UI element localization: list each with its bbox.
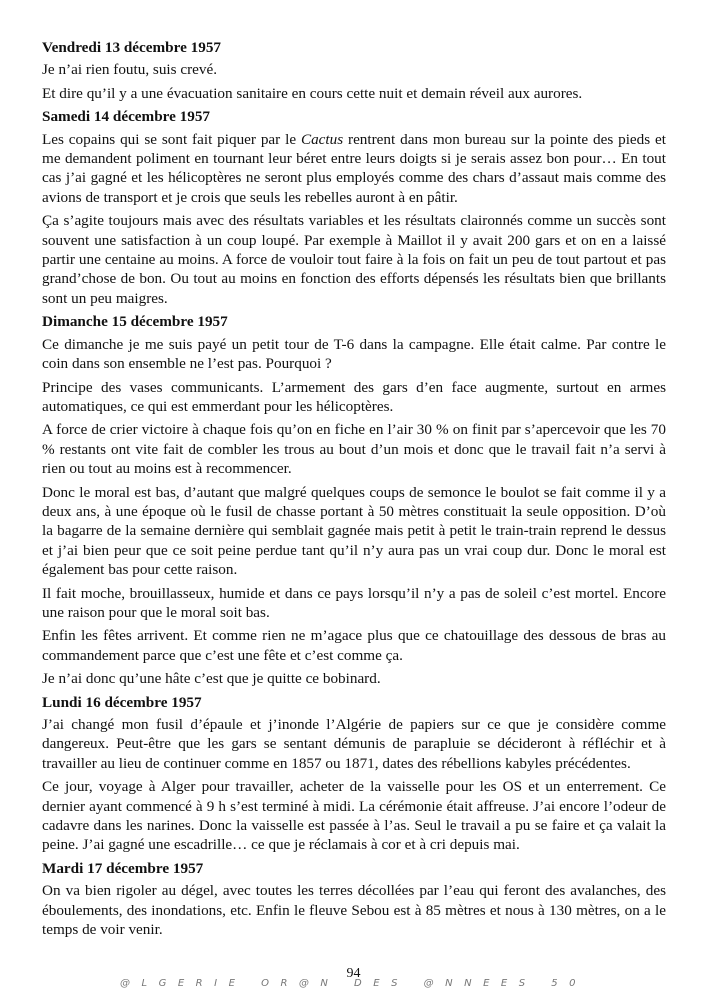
entry-date-heading: Samedi 14 décembre 1957 <box>42 108 211 126</box>
paragraph-text: rentrent dans mon bureau sur la pointe des pieds et me demandent poliment en tournant leur béret entre leurs doigts si je serais assez bon pour… En tout cas j’ai gagné et les hélicoptères ne seront plus employés comme des chars d’assaut mais comme des avions de transport et je crois que seuls les rebelles auront à en pâtir. <box>42 130 666 206</box>
entry-paragraph <box>42 777 666 855</box>
paragraph-text: Ça s’agite toujours mais avec des résultats variables et les résultats claironnés comme un succès sont souvent une satisfaction à un coup loupé. Par exemple à Maillot il y avait 200 gars et on en a laissé partir une centaine au moins. A force de vouloir tout faire à la fois on fait un peu de tout partout et pas grand’chose de bon. Ou tout au moins en fonction des efforts dépensés les résultats bien que brillants sont un peu maigres. <box>42 212 666 307</box>
entry-date-heading: Vendredi 13 décembre 1957 <box>42 39 222 56</box>
paragraph-text: Enfin les fêtes arrivent. Et comme rien ne m’agace plus que ce chatouillage des dessous de bras au commandement parce que c’est une fête et c’est comme ça. <box>42 627 666 664</box>
entry-paragraph <box>42 483 666 580</box>
entry-paragraph <box>42 84 666 103</box>
page-number: 94 <box>346 966 361 981</box>
diary-entries <box>42 38 666 939</box>
footer-banner: @LGERIE OR@N DES @NNEES 50 <box>120 978 587 989</box>
paragraph-text: Ce dimanche je me suis payé un petit tour de T-6 dans la campagne. Elle était calme. Par contre le coin dans son ensemble ne l’est pas. Pourquoi ? <box>42 335 666 373</box>
entry-paragraph <box>42 626 666 665</box>
entry-paragraph <box>42 211 666 308</box>
entry-paragraph <box>42 420 666 478</box>
entry-date-heading: Lundi 16 décembre 1957 <box>42 693 202 711</box>
paragraph-text: J’ai changé mon fusil d’épaule et j’inonde l’Algérie de papiers sur ce que je considère comme dangereux. Peut-être que les gars se sentant démunis de parapluie se décideront à réfléchir et à travailler au lieu de continuer comme en 1857 ou 1871, dates des rébellions kabyles précédentes. <box>42 716 666 772</box>
entry-paragraph <box>42 669 666 688</box>
paragraph-text: Je n’ai donc qu’une hâte c’est que je quitte ce bobinard. <box>42 670 381 688</box>
paragraph-text: Je n’ai rien foutu, suis crevé. <box>42 61 218 79</box>
paragraph-text: On va bien rigoler au dégel, avec toutes les terres décollées par l’eau qui feront des avalanches, des éboulements, des inondations, etc. Enfin le fleuve Sebou est à 85 mètres et nous à 130 mètres, on a le temps de voir venir. <box>42 882 666 939</box>
paragraph-text: Et dire qu’il y a une évacuation sanitaire en cours cette nuit et demain réveil aux aurores. <box>42 84 583 102</box>
entry-paragraph <box>42 60 666 79</box>
paragraph-text: A force de crier victoire à chaque fois qu’on en fiche en l’air 30 % on finit par s’apercevoir que les 70 % restants ont vite fait de combler les trous au bout d’un mois et donc que le travail fait n’a servi à rien ou tout au moins est à recommencer. <box>42 421 666 478</box>
paragraph-text: Donc le moral est bas, d’autant que malgré quelques coups de semonce le boulot se fait comme il y a deux ans, à une époque où le fusil de chasse portant à 50 mètres constituait la seule opposition. D’où la bagarre de la semaine dernière qui semblait gagnée mais petit à petit le train-train reprend le dessus et j’ai bien peur que ce soit peine perdue tant qu’il n’y aura pas un vrai coup dur. Donc le moral est également bas pour cette raison. <box>42 483 666 579</box>
paragraph-text: Ce jour, voyage à Alger pour travailler, acheter de la vaisselle pour les OS et un enterrement. Ce dernier ayant commencé à 9 h s’est terminé à midi. La cérémonie était affreuse. J’ai encore l’odeur de cadavre dans les narines. Donc la vaisselle est passée à l’as. Seul le travail a pu se faire et ça valait la peine. J’ai gagné une escadrille… ce que je réclamais à cor et à cri depuis mai. <box>42 778 666 854</box>
paragraph-text: Principe des vases communicants. L’armement des gars d’en face augmente, surtout en armes automatiques, ce qui est emmerdant pour les hélicoptères. <box>42 378 666 415</box>
entry-paragraph <box>42 715 666 773</box>
page-body <box>42 38 666 943</box>
entry-paragraph <box>42 130 666 208</box>
paragraph-text: Il fait moche, brouillasseux, humide et dans ce pays lorsqu’il n’y a pas de soleil c’est mortel. Encore une raison pour que le moral soit bas. <box>42 584 666 621</box>
italic-term: Cactus <box>300 130 344 148</box>
entry-date-heading: Dimanche 15 décembre 1957 <box>42 313 228 331</box>
entry-paragraph <box>42 584 666 623</box>
entry-date-heading: Mardi 17 décembre 1957 <box>42 859 204 877</box>
entry-paragraph <box>42 378 666 417</box>
entry-paragraph <box>42 881 666 939</box>
entry-paragraph <box>42 335 666 374</box>
paragraph-text: Les copains qui se sont fait piquer par le <box>42 130 301 148</box>
